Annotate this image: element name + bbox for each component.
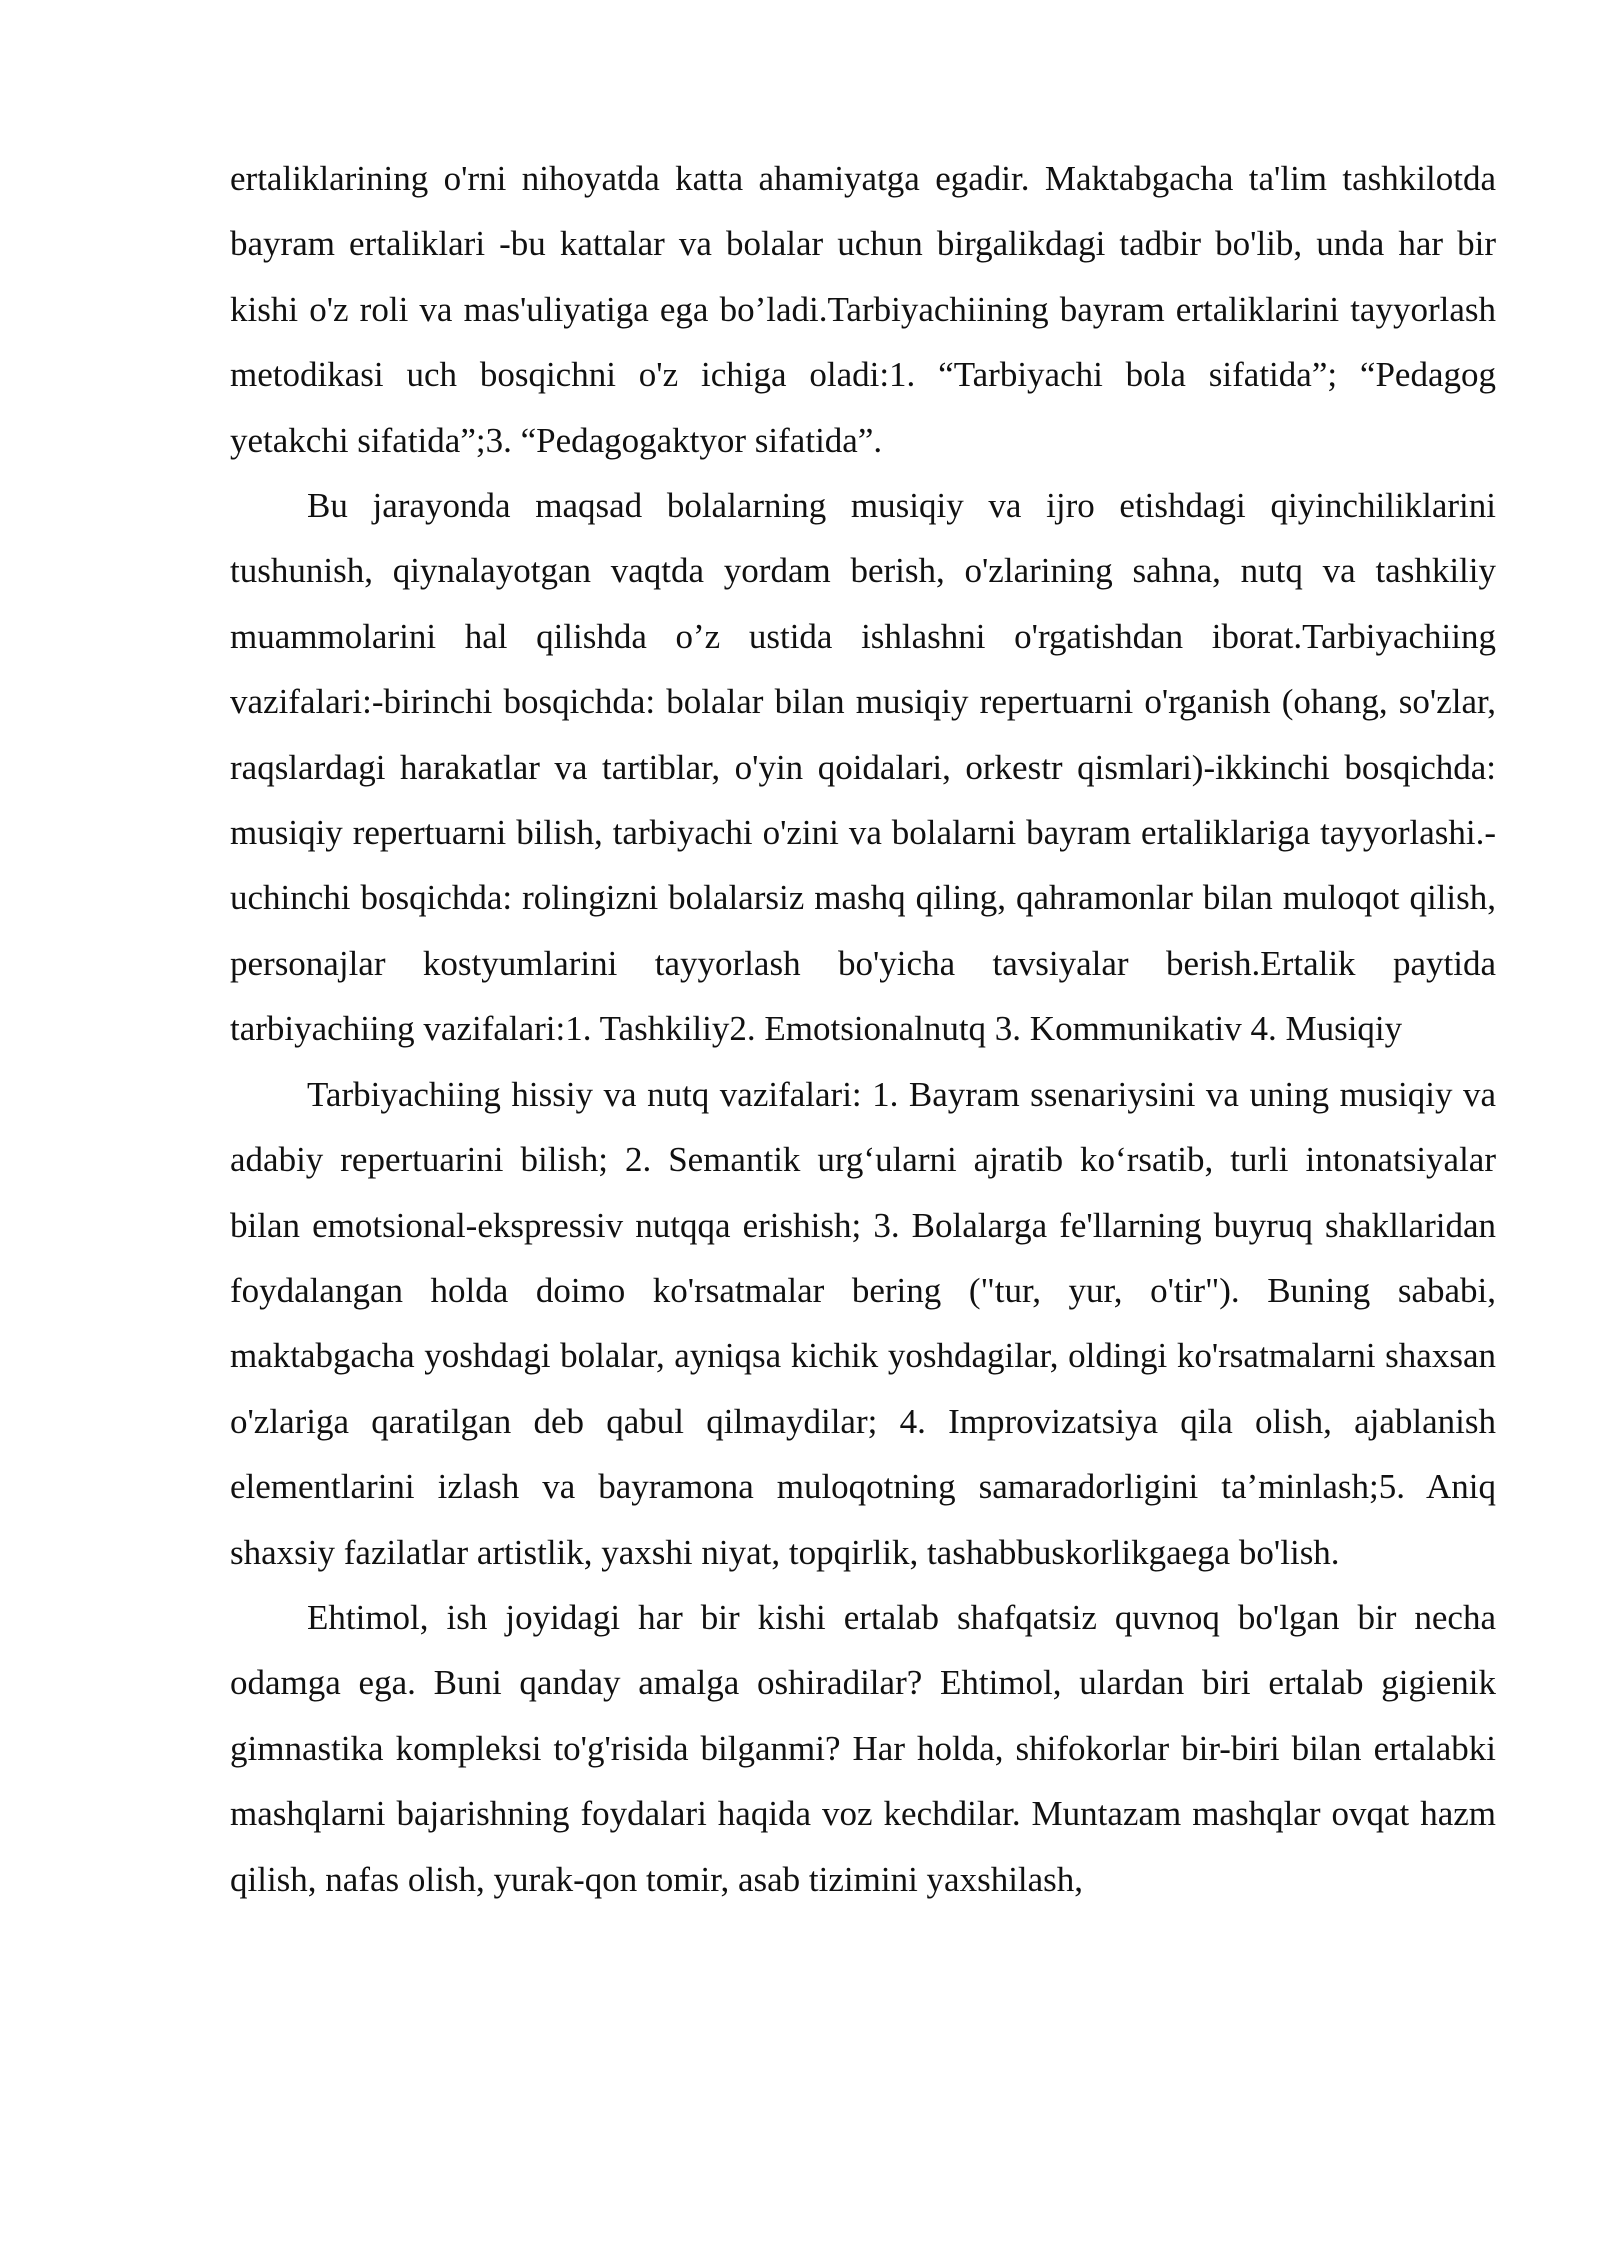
paragraph-1: ertaliklarining o'rni nihoyatda katta ahamiyatga egadir. Maktabgacha ta'lim tashkilotda bayram ertaliklari -bu kattalar va bolalar uchun birgalikdagi tadbir bo'lib, unda har bir kishi o'z roli va mas'uliyatiga ega bo’ladi.Tarbiyachiining bayram ertaliklarini tayyorlash metodikasi uch bosqichni o'z ichiga oladi:1. “Tarbiyachi bola sifatida”; “Pedagog yetakchi sifatida”;3. “Pedagogaktyor sifatida”. xyxy=(230,159,1496,460)
paragraph-3: Tarbiyachiing hissiy va nutq vazifalari: 1. Bayram ssenariysini va uning musiqiy va adabiy repertuarini bilish; 2. Semantik urg‘ularni ajratib ko‘rsatib, turli intonatsiyalar bilan emotsional-ekspressiv nutqqa erishish; 3. Bolalarga fe'llarning buyruq shakllaridan foydalangan holda doimo ko'rsatmalar bering ("tur, yur, o'tir"). Buning sababi, maktabgacha yoshdagi bolalar, ayniqsa kichik yoshdagilar, oldingi ko'rsatmalarni shaxsan o'zlariga qaratilgan deb qabul qilmaydilar; 4. Improvizatsiya qila olish, ajablanish elementlarini izlash va bayramona muloqotning samaradorligini ta’minlash;5. Aniq shaxsiy fazilatlar artistlik, yaxshi niyat, topqirlik, tashabbuskorlikgaega bo'lish. xyxy=(230,1074,1496,1572)
paragraph-4: Ehtimol, ish joyidagi har bir kishi ertalab shafqatsiz quvnoq bo'lgan bir necha odamga ega. Buni qanday amalga oshiradilar? Ehtimol, ulardan biri ertalab gigienik gimnastika kompleksi to'g'risida bilganmi? Har holda, shifokorlar bir-biri bilan ertalabki mashqlarni bajarishning foydalari haqida voz kechdilar. Muntazam mashqlar ovqat hazm qilish, nafas olish, yurak-qon tomir, asab tizimini yaxshilash, xyxy=(230,1597,1496,1899)
paragraph-2: Bu jarayonda maqsad bolalarning musiqiy va ijro etishdagi qiyinchiliklarini tushunish, qiynalayotgan vaqtda yordam berish, o'zlarining sahna, nutq va tashkiliy muammolarini hal qilishda o’z ustida ishlashni o'rgatishdan iborat.Tarbiyachiing vazifalari:-birinchi bosqichda: bolalar bilan musiqiy repertuarni o'rganish (ohang, so'zlar, raqslardagi harakatlar va tartiblar, o'yin qoidalari, orkestr qismlari)-ikkinchi bosqichda: musiqiy repertuarni bilish, tarbiyachi o'zini va bolalarni bayram ertaliklariga tayyorlashi.-uchinchi bosqichda: rolingizni bolalarsiz mashq qiling, qahramonlar bilan muloqot qilish, personajlar kostyumlarini tayyorlash bo'yicha tavsiyalar berish.Ertalik paytida tarbiyachiing vazifalari:1. Tashkiliy2. Emotsionalnutq 3. Kommunikativ 4. Musiqiy xyxy=(230,486,1496,1049)
document-body xyxy=(230,146,1496,1912)
